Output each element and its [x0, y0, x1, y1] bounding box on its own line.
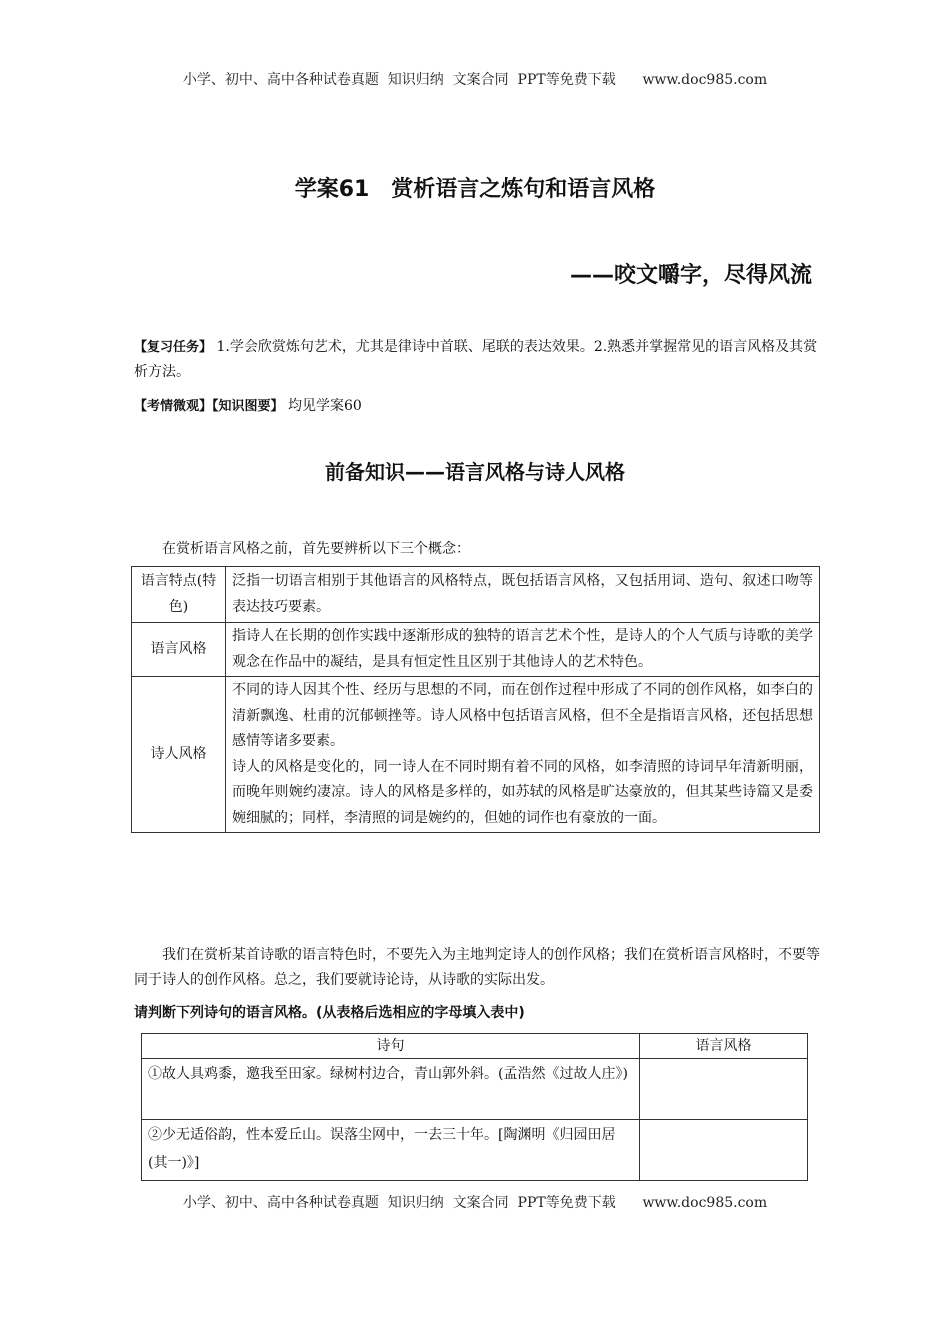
review-task-tag: 【复习任务】	[134, 340, 213, 355]
concept-definition-part-1: 不同的诗人因其个性、经历与思想的不同，而在创作过程中形成了不同的创作风格，如李白的清新飘逸、杜甫的沉郁顿挫等。诗人风格中包括语言风格，但不全是指语言风格，还包括思想感情等诸多要素。	[232, 682, 813, 749]
question-prompt: 请判断下列诗句的语言风格。(从表格后选相应的字母填入表中)	[134, 1005, 525, 1021]
table-row	[132, 623, 820, 677]
intro-text: 在赏析语言风格之前，首先要辨析以下三个概念：	[162, 541, 470, 557]
judge-table	[141, 1033, 808, 1181]
review-task-text: 1.学会欣赏炼句艺术，尤其是律诗中首联、尾联的表达效果。2.熟悉并掌握常见的语言风格及其赏析方法。	[134, 339, 818, 380]
table-row	[132, 567, 820, 623]
exam-info-tag-1: 【考情微观】	[134, 399, 213, 414]
review-task	[134, 335, 824, 385]
page-subtitle: ——咬文嚼字，尽得风流	[569, 263, 812, 288]
table-row	[132, 677, 820, 833]
poem-cell: ①故人具鸡黍，邀我至田家。绿树村边合，青山郭外斜。(孟浩然《过故人庄》)	[142, 1059, 640, 1120]
conclusion-text: 我们在赏析某首诗歌的语言特色时，不要先入为主地判定诗人的创作风格；我们在赏析语言风格时，不要等同于诗人的创作风格。总之，我们要就诗论诗，从诗歌的实际出发。	[134, 947, 820, 988]
concepts-table	[131, 566, 820, 833]
concept-term: 语言风格	[132, 623, 226, 677]
concept-term: 语言特点(特色)	[132, 567, 226, 623]
exam-info	[134, 394, 824, 419]
column-header-style: 语言风格	[640, 1034, 808, 1059]
page-title: 学案61 赏析语言之炼句和语言风格	[294, 177, 656, 202]
style-answer-cell[interactable]	[640, 1059, 808, 1120]
concept-definition: 指诗人在长期的创作实践中逐渐形成的独特的语言艺术个性，是诗人的个人气质与诗歌的美学观念在作品中的凝结，是具有恒定性且区别于其他诗人的艺术特色。	[226, 623, 820, 677]
concept-definition: 泛指一切语言相别于其他语言的风格特点，既包括语言风格，又包括用词、造句、叙述口吻等表达技巧要素。	[226, 567, 820, 623]
exam-info-tag-2: 【知识图要】	[212, 399, 284, 414]
concept-definition-part-2: 诗人的风格是变化的，同一诗人在不同时期有着不同的风格，如李清照的诗词早年清新明丽，而晚年则婉约凄凉。诗人的风格是多样的，如苏轼的风格是旷达豪放的，但其某些诗篇又是委婉细腻的；同样，李清照的词是婉约的，但她的词作也有豪放的一面。	[232, 758, 813, 826]
style-answer-cell[interactable]	[640, 1120, 808, 1181]
concept-term: 诗人风格	[132, 677, 226, 833]
column-header-poem: 诗句	[142, 1034, 640, 1059]
table-row	[142, 1059, 808, 1120]
page-footer: 小学、初中、高中各种试卷真题 知识归纳 文案合同 PPT等免费下载 www.doc985.com	[182, 1195, 768, 1211]
table-row	[142, 1120, 808, 1181]
concept-definition	[226, 677, 820, 833]
exam-info-text: 均见学案60	[287, 398, 362, 414]
section-title: 前备知识——语言风格与诗人风格	[325, 460, 625, 484]
table-header-row	[142, 1034, 808, 1059]
poem-cell: ②少无适俗韵，性本爱丘山。误落尘网中，一去三十年。[陶渊明《归园田居(其一)》]	[142, 1120, 640, 1181]
page-header: 小学、初中、高中各种试卷真题 知识归纳 文案合同 PPT等免费下载 www.doc985.com	[182, 72, 768, 88]
